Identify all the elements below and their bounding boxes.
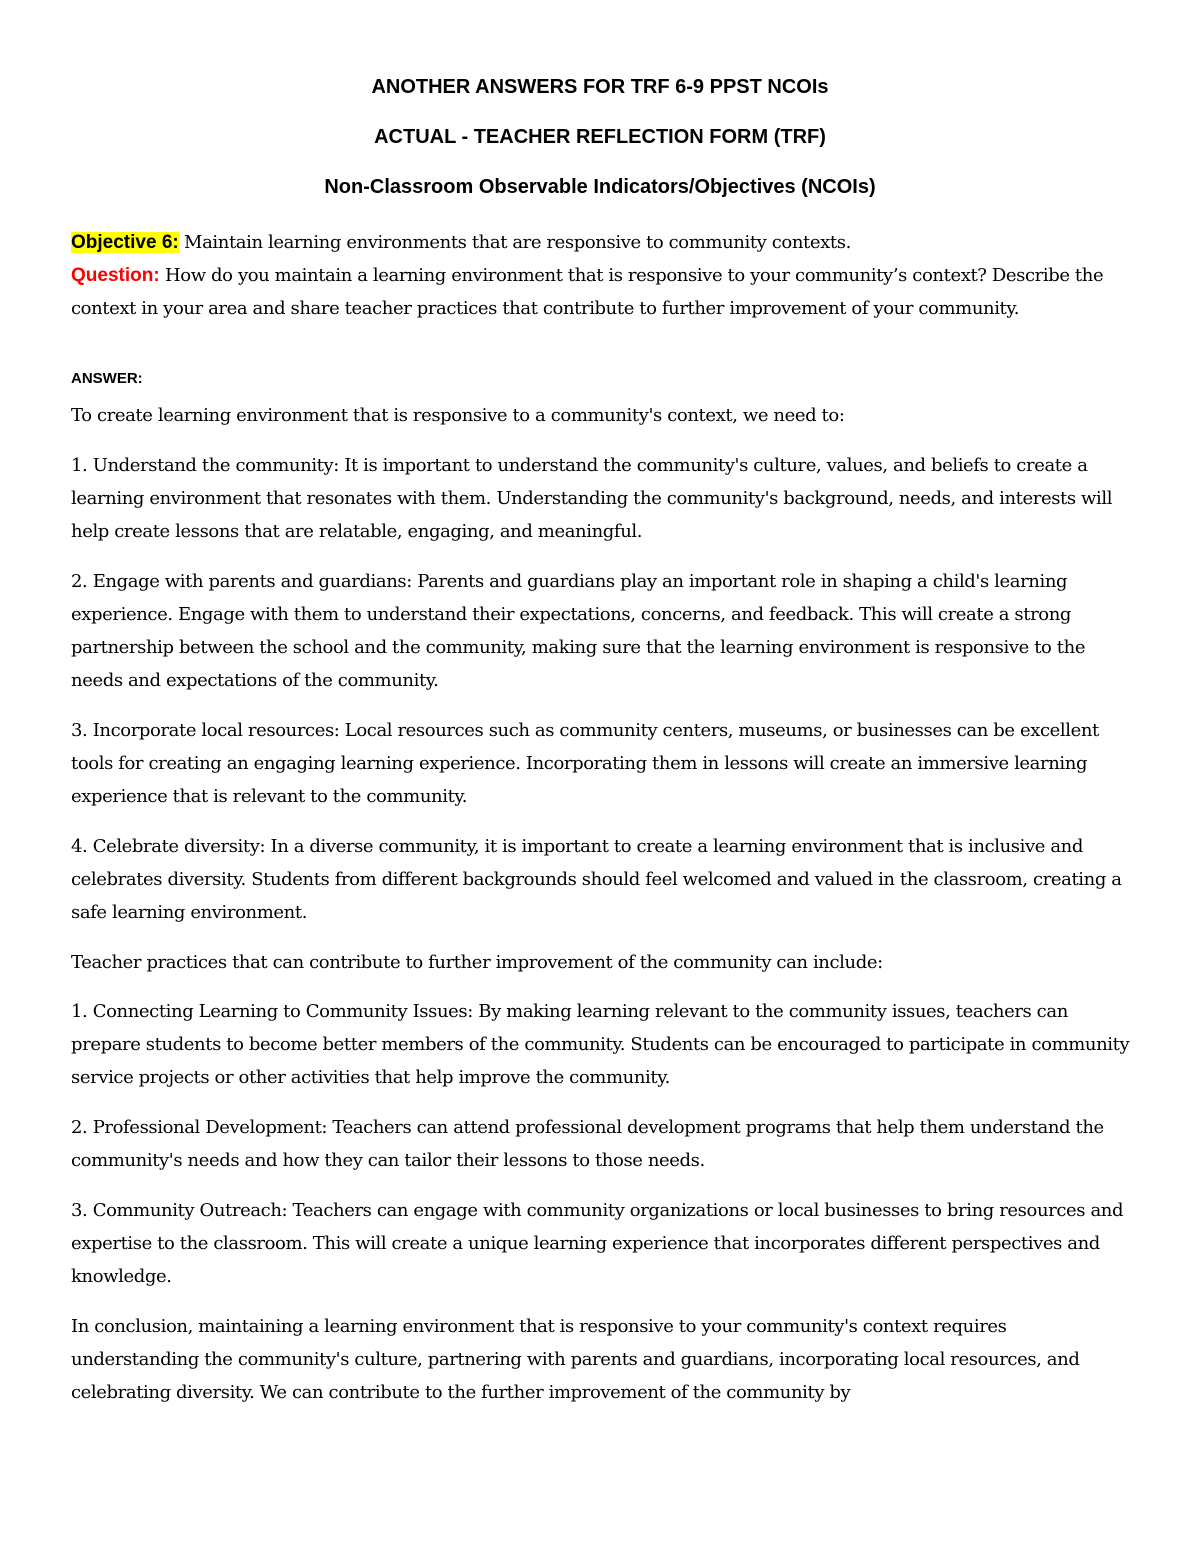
question-label: Question: (71, 265, 160, 286)
answer-point-2: 2. Engage with parents and guardians: Parents and guardians play an important role in shaping a child's learning experience. Engage with them to understand their expectations, concerns, and feedback. This will create a strong partnership between the school and the community, making sure that the learning environment is responsive to the needs and expectations of the community. (71, 571, 1086, 691)
answer-point-3: 3. Incorporate local resources: Local resources such as community centers, museums, or businesses can be excellent tools for creating an engaging learning experience. Incorporating them in lessons will create an immersive learning experience that is relevant to the community. (71, 720, 1099, 807)
objective-label: Objective 6: (71, 232, 179, 253)
question-block (71, 259, 1136, 325)
practice-point-1: 1. Connecting Learning to Community Issues: By making learning relevant to the community issues, teachers can prepare students to become better members of the community. Students can be encouraged to participate in community service projects or other activities that help improve the community. (71, 1001, 1130, 1088)
answer-label: ANSWER: (71, 370, 143, 387)
practice-point-3: 3. Community Outreach: Teachers can engage with community organizations or local businesses to bring resources and expertise to the classroom. This will create a unique learning experience that incorporates different perspectives and knowledge. (71, 1200, 1124, 1287)
document-title: ANOTHER ANSWERS FOR TRF 6-9 PPST NCOIs (371, 76, 829, 98)
form-title: ACTUAL - TEACHER REFLECTION FORM (TRF) (374, 126, 826, 148)
practices-intro: Teacher practices that can contribute to further improvement of the community can include: (71, 952, 883, 973)
form-subtitle: Non-Classroom Observable Indicators/Objectives (NCOIs) (324, 176, 876, 198)
question-text: How do you maintain a learning environment that is responsive to your community’s context? Describe the context in your area and share teacher practices that contribute to further improvement of your community. (71, 265, 1104, 319)
document-headings (0, 74, 1200, 224)
document-body (71, 226, 1136, 1426)
conclusion-paragraph: In conclusion, maintaining a learning environment that is responsive to your community's context requires understanding the community's culture, partnering with parents and guardians, incorporating local resources, and celebrating diversity. We can contribute to the further improvement of the community by (71, 1316, 1080, 1403)
answer-intro: To create learning environment that is responsive to a community's context, we need to: (71, 405, 845, 426)
answer-point-1: 1. Understand the community: It is important to understand the community's culture, values, and beliefs to create a learning environment that resonates with them. Understanding the community's background, needs, and interests will help create lessons that are relatable, engaging, and meaningful. (71, 455, 1113, 542)
objective-text: Maintain learning environments that are responsive to community contexts. (178, 232, 851, 253)
objective-line (71, 226, 1136, 259)
answer-point-4: 4. Celebrate diversity: In a diverse community, it is important to create a learning environment that is inclusive and celebrates diversity. Students from different backgrounds should feel welcomed and valued in the classroom, creating a safe learning environment. (71, 836, 1122, 923)
practice-point-2: 2. Professional Development: Teachers can attend professional development programs that help them understand the community's needs and how they can tailor their lessons to those needs. (71, 1117, 1104, 1171)
